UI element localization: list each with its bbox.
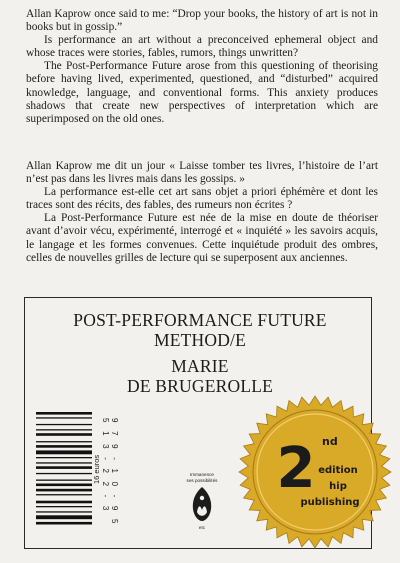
barcode-bar <box>36 515 92 519</box>
seal-publishing-label: publishing <box>300 497 360 508</box>
book-title-line-2: METHOD/E <box>153 330 246 350</box>
english-paragraph-2: Is performance an art without a preconceived ephemeral object and whose traces were stories, fables, rumors, things unwritten? <box>26 34 378 60</box>
barcode-bar <box>36 484 92 487</box>
price-label: 16 euros <box>92 454 101 484</box>
barcode-bar <box>36 511 92 512</box>
french-paragraph-2: La performance est-elle cet art sans objet a priori éphémère et dont les traces sont des récits, des fables, des rumeurs non écrites ? <box>26 186 378 212</box>
english-text-block <box>26 8 378 126</box>
barcode-bar <box>36 424 92 425</box>
barcode-bar <box>36 450 92 454</box>
barcode-bar <box>36 506 92 507</box>
seal-numeral-suffix: nd <box>322 435 338 448</box>
barcode-bar <box>36 441 92 442</box>
english-paragraph-1: Allan Kaprow once said to me: “Drop your books, the history of art is not in books but in gossip.” <box>26 8 378 34</box>
french-paragraph-1: Allan Kaprow me dit un jour « Laisse tomber tes livres, l’histoire de l’art n’est pas dans les livres mais dans les gossips. » <box>26 160 378 186</box>
book-title-line-1: POST-PERFORMANCE FUTURE <box>73 310 327 330</box>
barcode-bar <box>36 480 92 481</box>
second-edition-seal <box>238 395 392 549</box>
book-title <box>0 310 400 350</box>
isbn-number: 9 7 9 - 1 0 - 9 5 5 1 3 - 2 2 - 3 <box>101 418 119 527</box>
seal-edition-label: edition <box>318 465 358 476</box>
barcode-bar <box>36 412 92 415</box>
barcode-bar <box>36 473 92 474</box>
publisher-emblem-icon <box>190 486 214 522</box>
barcode-bar <box>36 433 92 436</box>
seal-hip-label: hip <box>329 481 347 492</box>
barcode-bar <box>36 457 92 458</box>
publisher-line-2: ses possibilités <box>186 478 218 483</box>
barcode-bar <box>36 466 92 469</box>
author-name <box>0 356 400 396</box>
publisher-line-1: Immanence <box>189 472 214 477</box>
barcode-bar <box>36 501 92 504</box>
publisher-line-3: etc <box>198 525 206 530</box>
barcode-bars <box>28 410 98 550</box>
barcode-bar <box>36 429 92 430</box>
barcode-bar <box>36 489 92 492</box>
barcode-bar <box>36 522 92 525</box>
barcode <box>28 410 148 550</box>
barcode-bar <box>36 494 92 495</box>
french-paragraph-3: La Post-Performance Future est née de la mise en doute de théoriser avant d’avoir vécu, expérimenté, interrogé et « inquiété » les savoirs acquis, le langage et les formes convenues. Cette inquiétude produit des ombres, celles de nouvelles grilles de lecture qui se superposent aux anciennes. <box>26 212 378 264</box>
barcode-bar <box>36 462 92 463</box>
seal-numeral: 2 <box>276 436 316 501</box>
author-name-line-2: DE BRUGEROLLE <box>127 376 273 396</box>
barcode-bar <box>36 417 92 418</box>
publisher-logo <box>182 472 222 542</box>
english-paragraph-3: The Post-Performance Future arose from this questioning of theorising before having lived, experimented, questioned, and “disturbed” acquired knowledge, language, and conventional forms. This anxiety produces shadows that create new perspectives of interpretation which are superimposed on the old ones. <box>26 60 378 125</box>
barcode-bar <box>36 445 92 448</box>
french-text-block <box>26 160 378 265</box>
author-name-line-1: MARIE <box>171 356 229 376</box>
